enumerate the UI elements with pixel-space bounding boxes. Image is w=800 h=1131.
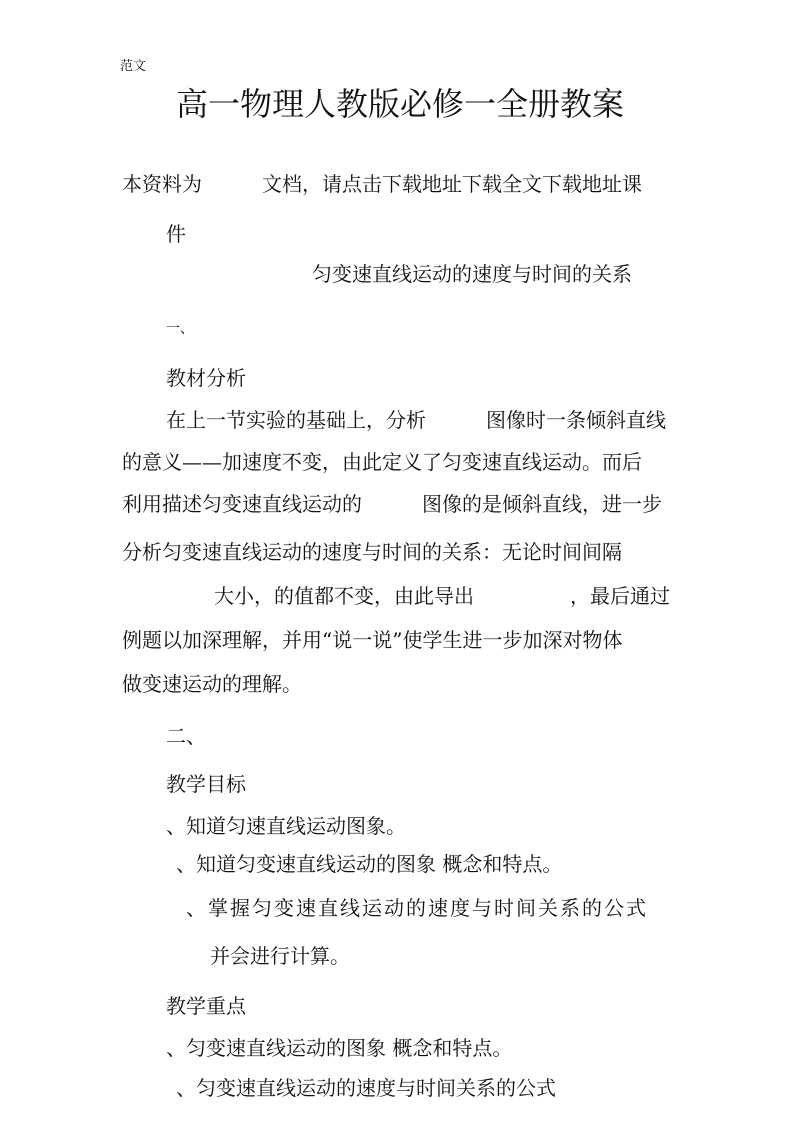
document-title: 高一物理人教版必修一全册教案 — [175, 85, 624, 123]
paragraph-line: 的意义——加速度不变，由此定义了匀变速直线运动。而后 — [122, 450, 642, 474]
list-item: 、知道匀速直线运动图象。 — [166, 814, 406, 838]
list-item: 并会进行计算。 — [210, 944, 350, 968]
section1-heading: 教材分析 — [166, 366, 246, 390]
intro-continuation: 件 — [166, 222, 186, 246]
paragraph-line: 利用描述匀变速直线运动的 — [122, 492, 362, 516]
paragraph-line: 图像的是倾斜直线，进一步 — [422, 492, 662, 516]
paragraph-line: 图像时一条倾斜直线 — [486, 408, 666, 432]
section2-heading: 教学目标 — [166, 772, 246, 796]
intro-lead: 本资料为 — [122, 172, 202, 196]
list-item: 、知道匀变速直线运动的图象 概念和特点。 — [176, 852, 563, 876]
paragraph-line: 例题以加深理解，并用“说一说”使学生进一步加深对物体 — [122, 628, 623, 652]
paragraph-line: 大小，的值都不变，由此导出 — [214, 584, 474, 608]
intro-text: 文档，请点击下载地址下载全文下载地址课 — [262, 172, 642, 196]
list-item: 、匀变速直线运动的速度与时间关系的公式 — [176, 1076, 556, 1100]
paragraph-line: 分析匀变速直线运动的速度与时间的关系：无论时间间隔 — [122, 540, 622, 564]
header-tag: 范文 — [120, 59, 147, 74]
list-item: 、匀变速直线运动的图象 概念和特点。 — [166, 1036, 513, 1060]
list-item: 、掌握匀变速直线运动的速度与时间关系的公式 — [186, 896, 648, 920]
paragraph-line: 做变速运动的理解。 — [122, 672, 302, 696]
section2-number: 二、 — [166, 724, 206, 748]
section1-number: 一、 — [166, 321, 194, 337]
paragraph-line: ，最后通过 — [570, 584, 670, 608]
lesson-title: 匀变速直线运动的速度与时间的关系 — [312, 262, 632, 286]
section3-heading: 教学重点 — [166, 994, 246, 1018]
paragraph-line: 在上一节实验的基础上，分析 — [166, 408, 426, 432]
